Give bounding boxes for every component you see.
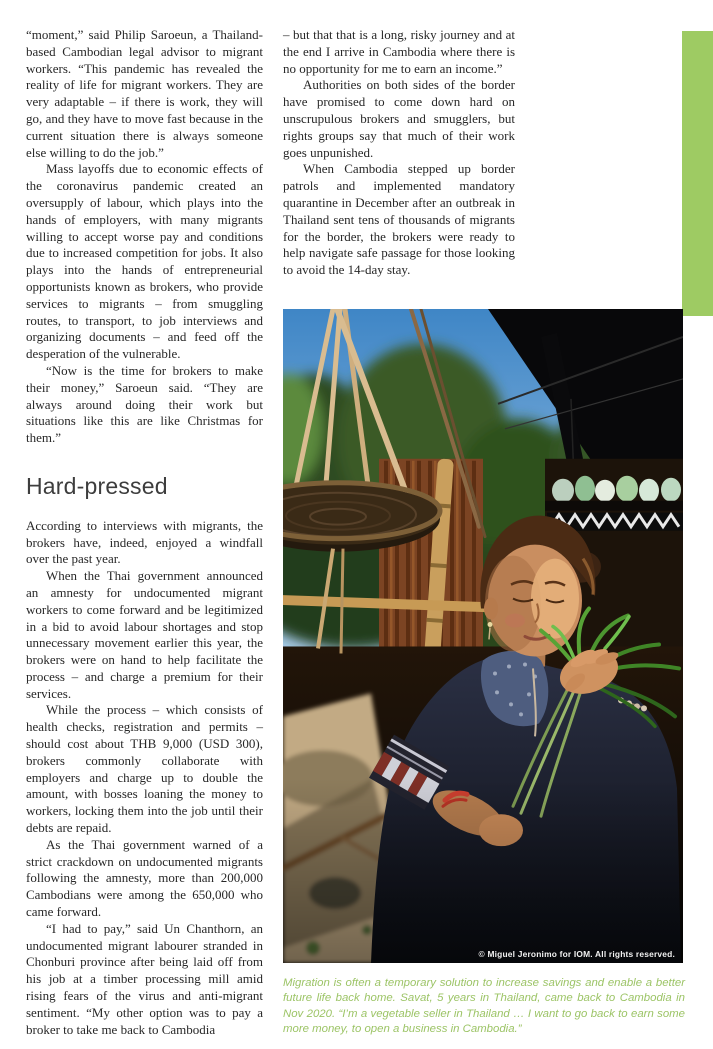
paragraph: “I had to pay,” said Un Chanthorn, an undocumented migrant labourer stranded in Chonburi province after being laid off from his job at a timber processing mill amid rising fears of the virus and anti-migrant sentiment. “My other option was to pay a broker to take me back to Cambodia [26,920,263,1037]
section-heading: Hard-pressed [26,472,168,499]
paragraph: According to interviews with migrants, the brokers have, indeed, enjoyed a windfall over the past year. [26,517,263,567]
paragraph: While the process – which consists of health checks, registration and permits – should cost about THB 9,000 (USD 300), brokers commonly collaborate with employers and charge up to double the amount, with bosses loaning the money to workers, locking them into the job until their debts are repaid. [26,702,263,836]
paragraph: As the Thai government warned of a strict crackdown on undocumented migrants following the amnesty, more than 200,000 Cambodians were among the 650,000 who came forward. [26,836,263,920]
paragraph: When the Thai government announced an amnesty for undocumented migrant workers to come forward and be legitimized in a bid to avoid labour shortages and stop unnecessary movement earlier this year, the brokers were on hand to help facilitate the process – and charge a premium for their services. [26,568,263,701]
paragraph: When Cambodia stepped up border patrols and implemented mandatory quarantine in December after an outbreak in Thailand sent tens of thousands of migrants for the border, the brokers were ready to help navigate safe passage for those looking to avoid the 14-day stay. [283,161,515,278]
left-column [26,27,263,1038]
paragraph: “Now is the time for brokers to make their money,” Saroeun said. “They are always around doing their work but situations like this are like Christmas for them.” [26,362,263,446]
photo-credit: © Miguel Jeronimo for IOM. All rights reserved. [478,949,675,960]
photo-caption: Migration is often a temporary solution to increase savings and enable a better future life back home. Savat, 5 years in Thailand, came back to Cambodia in Nov 2020. “I’m a vegetable seller in Thailand … I want to go back to earn some more money, to open a business in Cambodia.” [283,977,685,1036]
paragraph: Mass layoffs due to economic effects of the coronavirus pandemic created an oversupply of labour, which plays into the hands of employers, with many migrants willing to accept worse pay and conditions due to increased competition for jobs. It also plays into the hands of entrepreneurial opportunists known as brokers, who provide services to migrants – from smuggling routes, to transport, to job interviews and organizing documents – and feed off the desperation of the vulnerable. [26,161,263,362]
chapter-edge-tab [682,31,713,316]
paragraph: “moment,” said Philip Saroeun, a Thailand-based Cambodian legal advisor to migrant workers. “This pandemic has revealed the reality of life for migrant workers. They are very adaptable – if there is work, they will go, and they have to move fast because in the current situation there is always someone else willing to do the job.” [26,27,263,160]
paragraph: Authorities on both sides of the border have promised to come down hard on unscrupulous brokers and smugglers, but rights groups say that much of their work goes unpunished. [283,77,515,160]
right-column [283,27,515,279]
article-photo [283,309,683,963]
paragraph: – but that that is a long, risky journey and at the end I arrive in Cambodia where there is no opportunity for me to earn an income.” [283,27,515,76]
photo-illustration [283,309,683,963]
